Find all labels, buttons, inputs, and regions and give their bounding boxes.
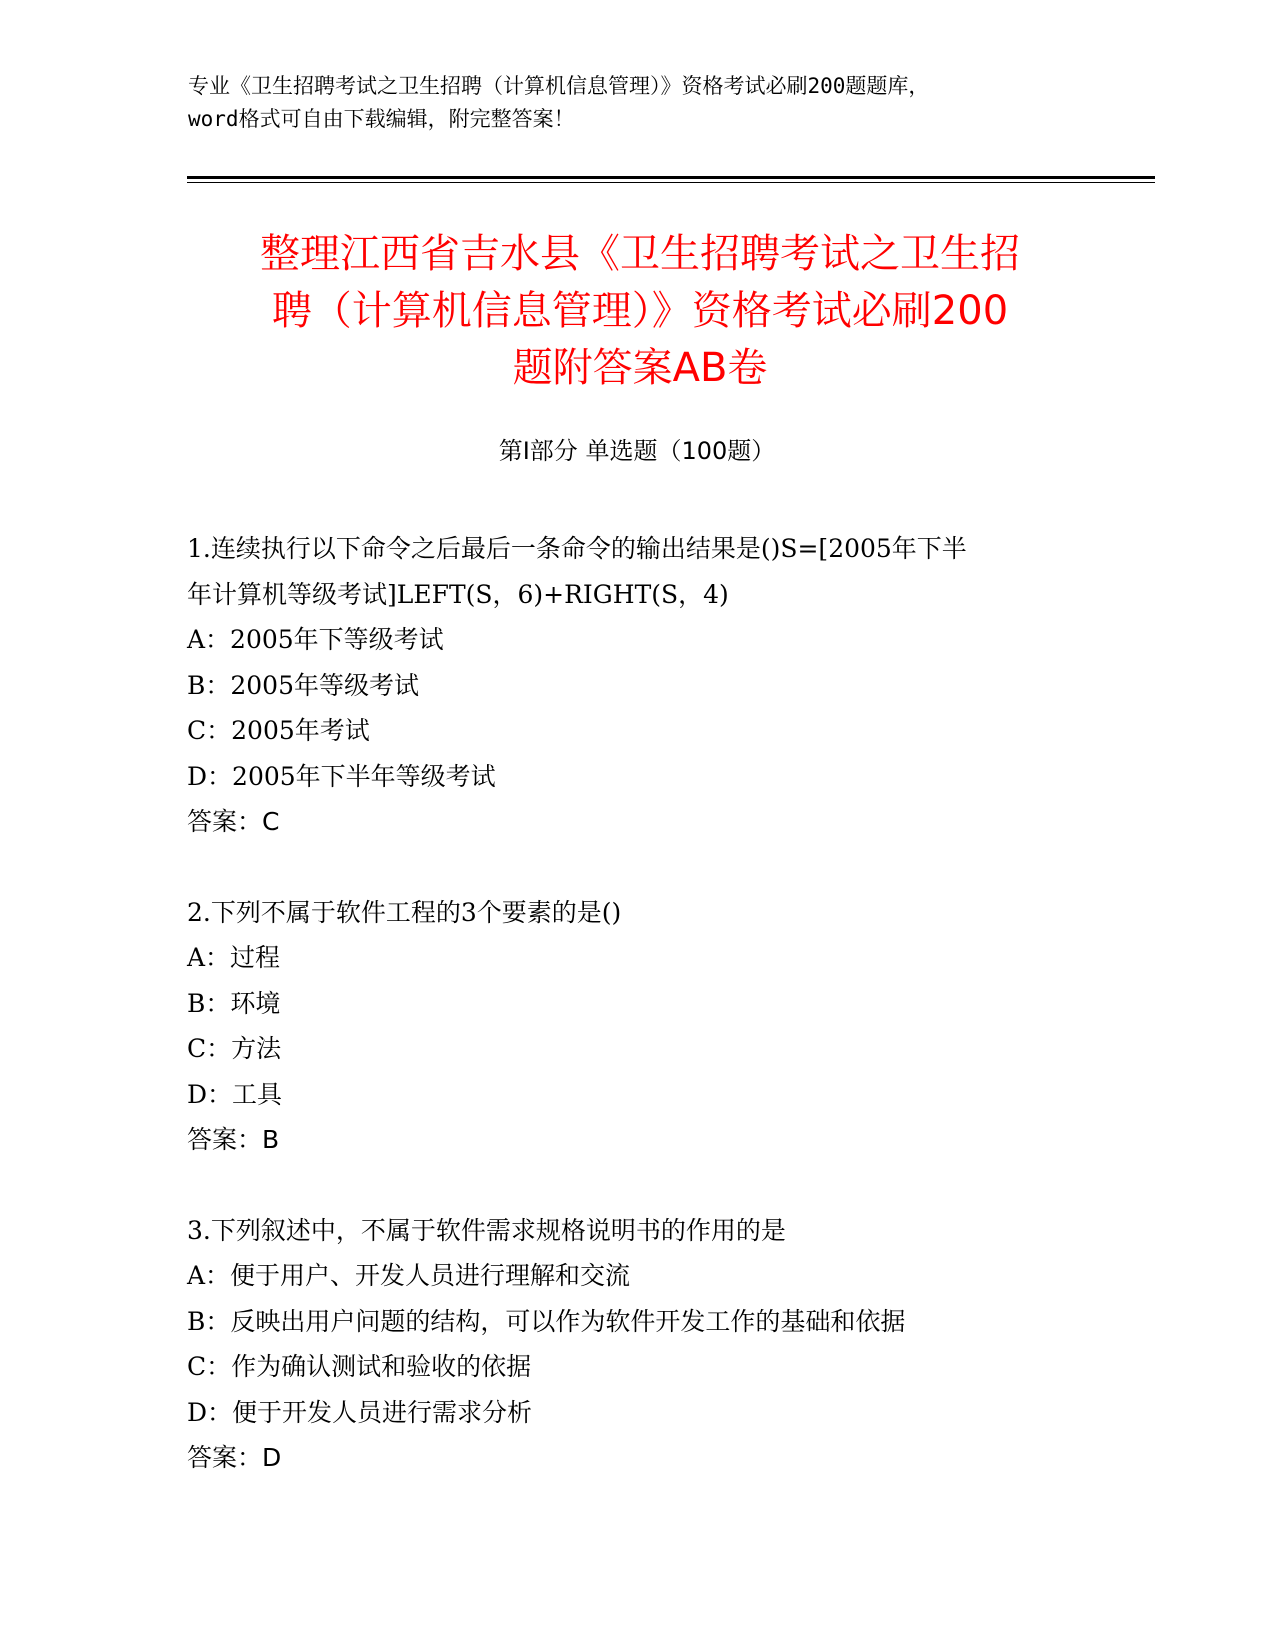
header-divider-thin (187, 182, 1155, 183)
document-title-line-2: 聘（计算机信息管理）》资格考试必刷200 (271, 288, 1009, 334)
header-note-line-1: 专业《卫生招聘考试之卫生招聘（计算机信息管理）》资格考试必刷200题题库， (188, 74, 930, 98)
option-c: C：作为确认测试和验收的依据 (187, 1352, 532, 1381)
option-c: C：方法 (187, 1034, 282, 1063)
document-title (180, 226, 1100, 397)
question-1 (187, 526, 1087, 845)
header-note (188, 70, 1088, 136)
question-stem: 2.下列不属于软件工程的3个要素的是() (187, 897, 622, 927)
option-a: A：便于用户、开发人员进行理解和交流 (187, 1261, 631, 1290)
option-b: B：环境 (187, 988, 281, 1018)
question-2 (187, 890, 1087, 1163)
answer-line: 答案：B (187, 1125, 280, 1154)
header-divider-thick (187, 176, 1155, 179)
answer-line: 答案：C (187, 807, 280, 836)
option-c: C：2005年考试 (187, 716, 370, 745)
question-list (187, 526, 1087, 1526)
document-title-line-3: 题附答案AB卷 (512, 345, 768, 391)
question-3 (187, 1208, 1087, 1481)
question-stem: 1.连续执行以下命令之后最后一条命令的输出结果是()S=[2005年下半 (187, 534, 967, 563)
section-title: 第Ⅰ部分 单选题（100题） (498, 437, 776, 465)
option-d: D：工具 (187, 1079, 283, 1109)
option-d: D：便于开发人员进行需求分析 (187, 1397, 533, 1427)
question-stem: 3.下列叙述中，不属于软件需求规格说明书的作用的是 (187, 1215, 786, 1245)
option-a: A：2005年下等级考试 (187, 625, 444, 654)
question-stem-continued: 年计算机等级考试]LEFT(S，6)+RIGHT(S，4) (187, 579, 729, 609)
header-note-line-2: word格式可自由下载编辑，附完整答案！ (188, 107, 575, 131)
option-b: B：反映出用户问题的结构，可以作为软件开发工作的基础和依据 (187, 1306, 906, 1336)
option-a: A：过程 (187, 943, 281, 972)
answer-line: 答案：D (187, 1443, 282, 1472)
option-b: B：2005年等级考试 (187, 670, 419, 700)
option-d: D：2005年下半年等级考试 (187, 761, 496, 791)
document-title-line-1: 整理江西省吉水县《卫生招聘考试之卫生招 (260, 231, 1020, 277)
